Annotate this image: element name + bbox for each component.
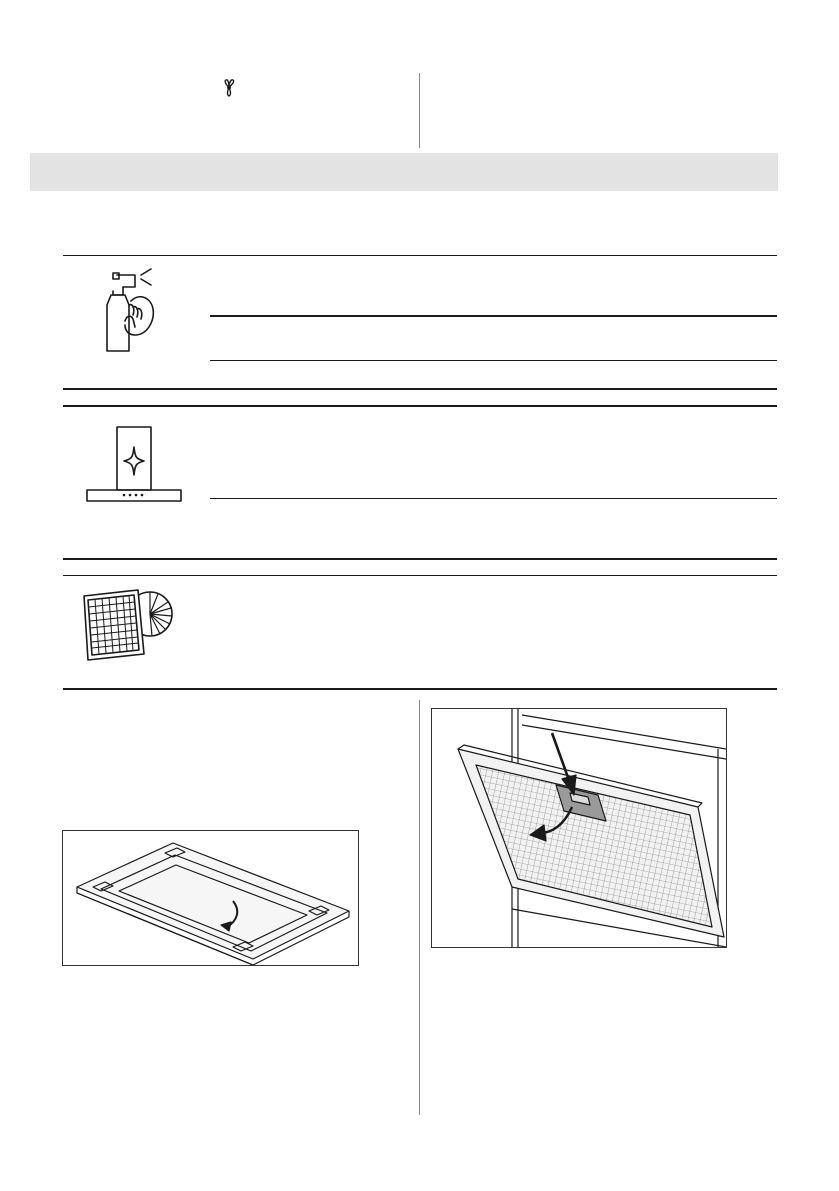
table-bottom-rule <box>63 558 777 560</box>
table-row-rule <box>210 360 777 361</box>
fan-speed-icon <box>219 78 239 98</box>
table-bottom-rule <box>63 688 777 690</box>
cooker-hood-clean-icon <box>84 425 184 505</box>
spray-cleaning-icon <box>95 265 175 355</box>
section-heading-bar <box>30 153 778 191</box>
table-row-rule <box>210 315 777 317</box>
table-top-rule <box>63 255 777 256</box>
table-bottom-rule <box>63 388 777 390</box>
table-top-rule <box>63 405 777 407</box>
grease-filter-icon <box>78 582 178 664</box>
top-column-divider <box>419 73 420 148</box>
table-row-rule <box>210 498 777 499</box>
filter-removal-figure <box>431 708 727 948</box>
hood-underside-figure <box>62 830 359 966</box>
bottom-column-divider <box>419 700 420 1115</box>
table-top-rule <box>63 575 777 576</box>
